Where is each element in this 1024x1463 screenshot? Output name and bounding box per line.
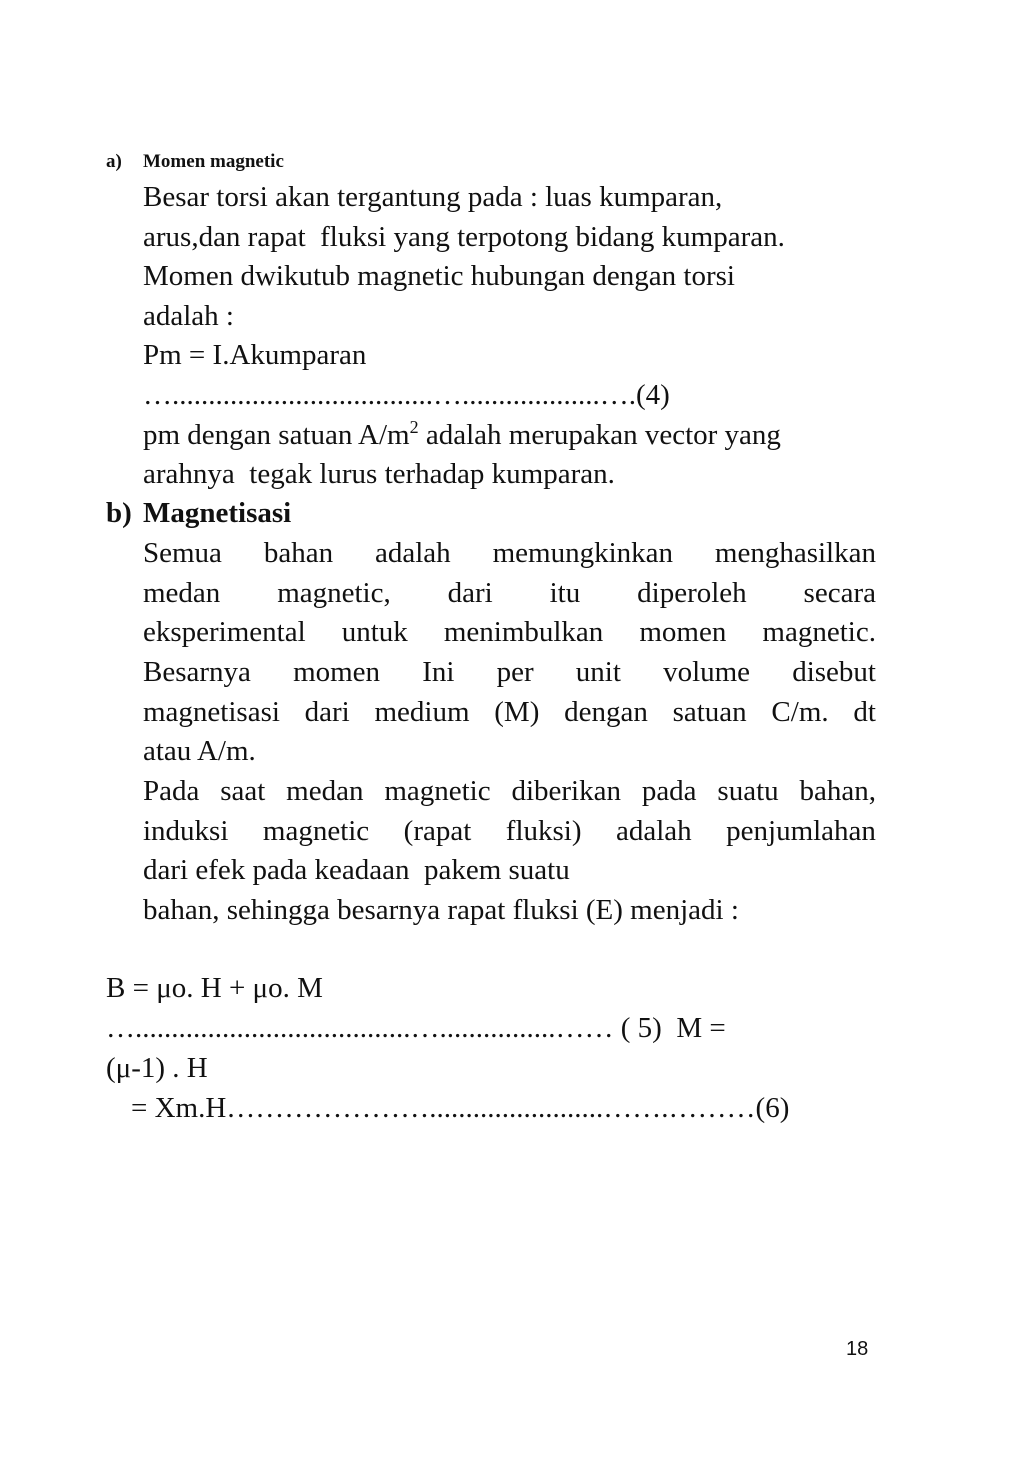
section-a-marker: a) (106, 151, 122, 172)
section-b-line-6: atau A/m. (143, 735, 256, 767)
word: Ini (422, 656, 455, 688)
word: adalah (615, 815, 692, 847)
unit-superscript: 2 (409, 417, 419, 437)
section-b-para2-line-1 (143, 771, 876, 811)
word: magnetic. (762, 616, 876, 648)
word: untuk (341, 616, 408, 648)
word: Besarnya (143, 656, 251, 688)
word: itu (549, 577, 581, 609)
word: medan (286, 775, 364, 807)
word: medium (374, 696, 470, 728)
word: suatu (717, 775, 779, 807)
equation-6-leader: = Xm.H…………………........................…….………(6) (131, 1092, 790, 1124)
equation-5-leader: …......................................…................…… ( 5) M = (106, 1012, 726, 1044)
word: bahan (263, 537, 334, 569)
section-a-line-4: adalah : (143, 300, 234, 332)
section-b-line-2 (143, 573, 876, 613)
word: disebut (792, 656, 876, 688)
word: dengan (564, 696, 648, 728)
word: Semua (143, 537, 222, 569)
unit-line-after: adalah merupakan vector yang (418, 419, 781, 451)
word: momen (293, 656, 381, 688)
equation-5-formula: B = μo. H + μo. M (106, 972, 323, 1004)
equation-4-formula: Pm = I.Akumparan (143, 339, 367, 371)
word: adalah (375, 537, 451, 569)
section-a-line-2: arus,dan rapat fluksi yang terpotong bidang kumparan. (143, 221, 785, 253)
word: magnetic (262, 815, 370, 847)
word: dari (304, 696, 350, 728)
equation-6-formula: (μ-1) . H (106, 1052, 208, 1084)
word: induksi (143, 815, 229, 847)
section-a-last-line: arahnya tegak lurus terhadap kumparan. (143, 458, 615, 490)
word: (M) (494, 696, 540, 728)
word: medan (143, 577, 221, 609)
word: Pada (143, 775, 200, 807)
section-b-heading: Magnetisasi (143, 497, 292, 529)
word: per (496, 656, 534, 688)
word: satuan (672, 696, 747, 728)
section-a-line-1: Besar torsi akan tergantung pada : luas kumparan, (143, 181, 723, 213)
word: (rapat (403, 815, 472, 847)
section-b-line-4 (143, 652, 876, 692)
word: diberikan (511, 775, 621, 807)
section-b-line-3 (143, 612, 876, 652)
word: penjumlahan (726, 815, 876, 847)
word: magnetic, (277, 577, 391, 609)
word: momen (639, 616, 727, 648)
word: volume (663, 656, 751, 688)
section-b-para2-line-2 (143, 811, 876, 851)
word: eksperimental (143, 616, 306, 648)
unit-line-before: pm dengan satuan A/m (143, 419, 410, 451)
word: dt (853, 696, 876, 728)
section-b-line-5 (143, 692, 876, 732)
word: magnetisasi (143, 696, 280, 728)
word: dari (447, 577, 493, 609)
word: saat (220, 775, 266, 807)
word: fluksi) (505, 815, 582, 847)
word: diperoleh (637, 577, 747, 609)
section-b-para2-line-4: bahan, sehingga besarnya rapat fluksi (E) menjadi : (143, 894, 739, 926)
word: memungkinkan (492, 537, 673, 569)
word: pada (641, 775, 697, 807)
section-b-marker: b) (106, 497, 132, 529)
equation-4-leader: …....................................…...................….(4) (143, 379, 670, 411)
word: unit (575, 656, 621, 688)
word: menghasilkan (714, 537, 876, 569)
section-a-heading: Momen magnetic (143, 151, 284, 172)
word: menimbulkan (443, 616, 604, 648)
word: secara (803, 577, 876, 609)
page-number: 18 (846, 1338, 869, 1360)
section-b-para2-line-3: dari efek pada keadaan pakem suatu (143, 854, 570, 886)
section-b-line-1 (143, 533, 876, 573)
word: C/m. (771, 696, 829, 728)
word: magnetic (384, 775, 491, 807)
unit-line (143, 415, 781, 455)
word: bahan, (799, 775, 876, 807)
section-a-line-3: Momen dwikutub magnetic hubungan dengan torsi (143, 260, 735, 292)
